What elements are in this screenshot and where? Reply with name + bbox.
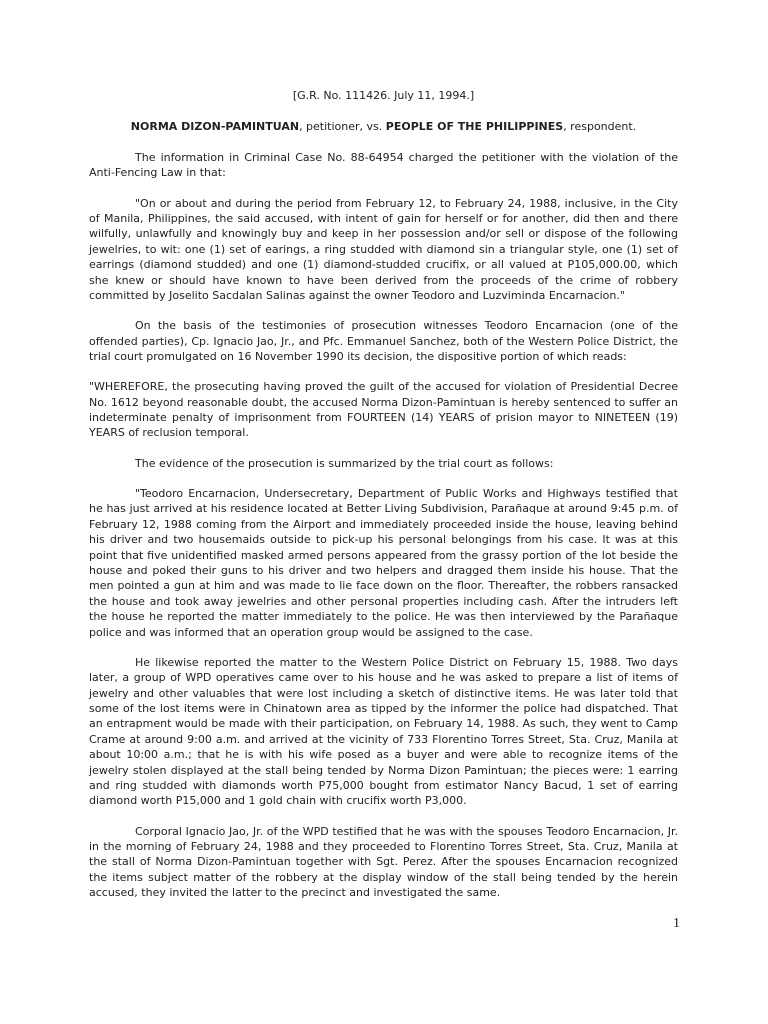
case-reference: [G.R. No. 111426. July 11, 1994.] (292, 89, 475, 102)
paragraph-dispositive-quote: "WHEREFORE, the prosecuting having proved the guilt of the accused for violation of Presidential Decree No. 1612 beyond reasonable doubt, the accused Norma Dizon-Pamintuan is hereby sentenced to suffer an indeterminate penalty of imprisonment from FOURTEEN (14) YEARS of prision mayor to NINETEEN (19) YEARS of reclusion temporal. (89, 380, 678, 440)
petitioner-role: , petitioner, vs. (299, 120, 386, 133)
paragraph-evidence-summary-intro: The evidence of the prosecution is summarized by the trial court as follows: (135, 456, 554, 470)
page-number: 1 (673, 916, 680, 931)
respondent-name: PEOPLE OF THE PHILIPPINES (385, 120, 564, 133)
paragraph-encarnacion-testimony: "Teodoro Encarnacion, Undersecretary, Department of Public Works and Highways testified that he has just arrived at his residence located at Better Living Subdivision, Parañaque at around 9:45 p.m. of February 12, 1988 coming from the Airport and immediately proceeded inside the house, leaving behind his driver and two housemaids outside to pick-up his personal belongings from his case. It was at this point that five unidentified masked armed persons appeared from the grassy portion of the lot beside the house and poked their guns to his driver and two helpers and dragged them inside his house. That the men pointed a gun at him and was made to lie face down on the floor. Thereafter, the robbers ransacked the house and took away jewelries and other personal properties including cash. After the intruders left the house he reported the matter immediately to the police. He was then interviewed by the Parañaque police and was informed that an operation group would be assigned to the case. (89, 486, 678, 639)
case-parties (89, 119, 678, 134)
paragraph-charge-quote: "On or about and during the period from February 12, to February 24, 1988, inclusive, in the City of Manila, Philippines, the said accused, with intent of gain for herself or for another, did then and there wilfully, unlawfully and knowingly buy and keep in her possession and/or sell or dispose of the following jewelries, to wit: one (1) set of earings, a ring studded with diamond sin a triangular style, one (1) set of earrings (diamond studded) and one (1) diamond-studded crucifix, or all valued at P105,000.00, which she knew or should have known to have been derived from the proceeds of the crime of robbery committed by Joselito Sacdalan Salinas against the owner Teodoro and Luzviminda Encarnacion." (89, 196, 678, 303)
paragraph-wpd-report: He likewise reported the matter to the Western Police District on February 15, 1988. Two days later, a group of WPD operatives came over to his house and he was asked to prepare a list of items of jewelry and other valuables that were lost including a sketch of distinctive items. He was later told that some of the lost items were in Chinatown area as tipped by the informer the police had dispatched. That an entrapment would be made with their participation, on February 14, 1988. As such, they went to Camp Crame at around 9:00 a.m. and arrived at the vicinity of 733 Florentino Torres Street, Sta. Cruz, Manila at about 10:00 a.m.; that he is with his wife posed as a buyer and were able to recognize items of the jewelry stolen displayed at the stall being tended by Norma Dizon Pamintuan; the pieces were: 1 earring and ring studded with diamonds worth P75,000 bought from estimator Nancy Bacud, 1 set of earring diamond worth P15,000 and 1 gold chain with crucifix worth P3,000. (89, 655, 678, 808)
paragraph-jao-testimony: Corporal Ignacio Jao, Jr. of the WPD testified that he was with the spouses Teodoro Encarnacion, Jr. in the morning of February 24, 1988 and they proceeded to Florentino Torres Street, Sta. Cruz, Manila at the stall of Norma Dizon-Pamintuan together with Sgt. Perez. After the spouses Encarnacion recognized the items subject matter of the robbery at the display window of the stall being tended by the herein accused, they invited the latter to the precinct and investigated the same. (89, 824, 678, 900)
document-body (89, 88, 678, 915)
paragraph-information: The information in Criminal Case No. 88-64954 charged the petitioner with the violation of the Anti-Fencing Law in that: (89, 151, 678, 180)
petitioner-name: NORMA DIZON-PAMINTUAN (130, 120, 300, 133)
respondent-role: , respondent. (563, 120, 637, 133)
paragraph-trial-court-basis: On the basis of the testimonies of prosecution witnesses Teodoro Encarnacion (one of the offended parties), Cp. Ignacio Jao, Jr., and Pfc. Emmanuel Sanchez, both of the Western Police District, the trial court promulgated on 16 November 1990 its decision, the dispositive portion of which reads: (89, 319, 678, 364)
